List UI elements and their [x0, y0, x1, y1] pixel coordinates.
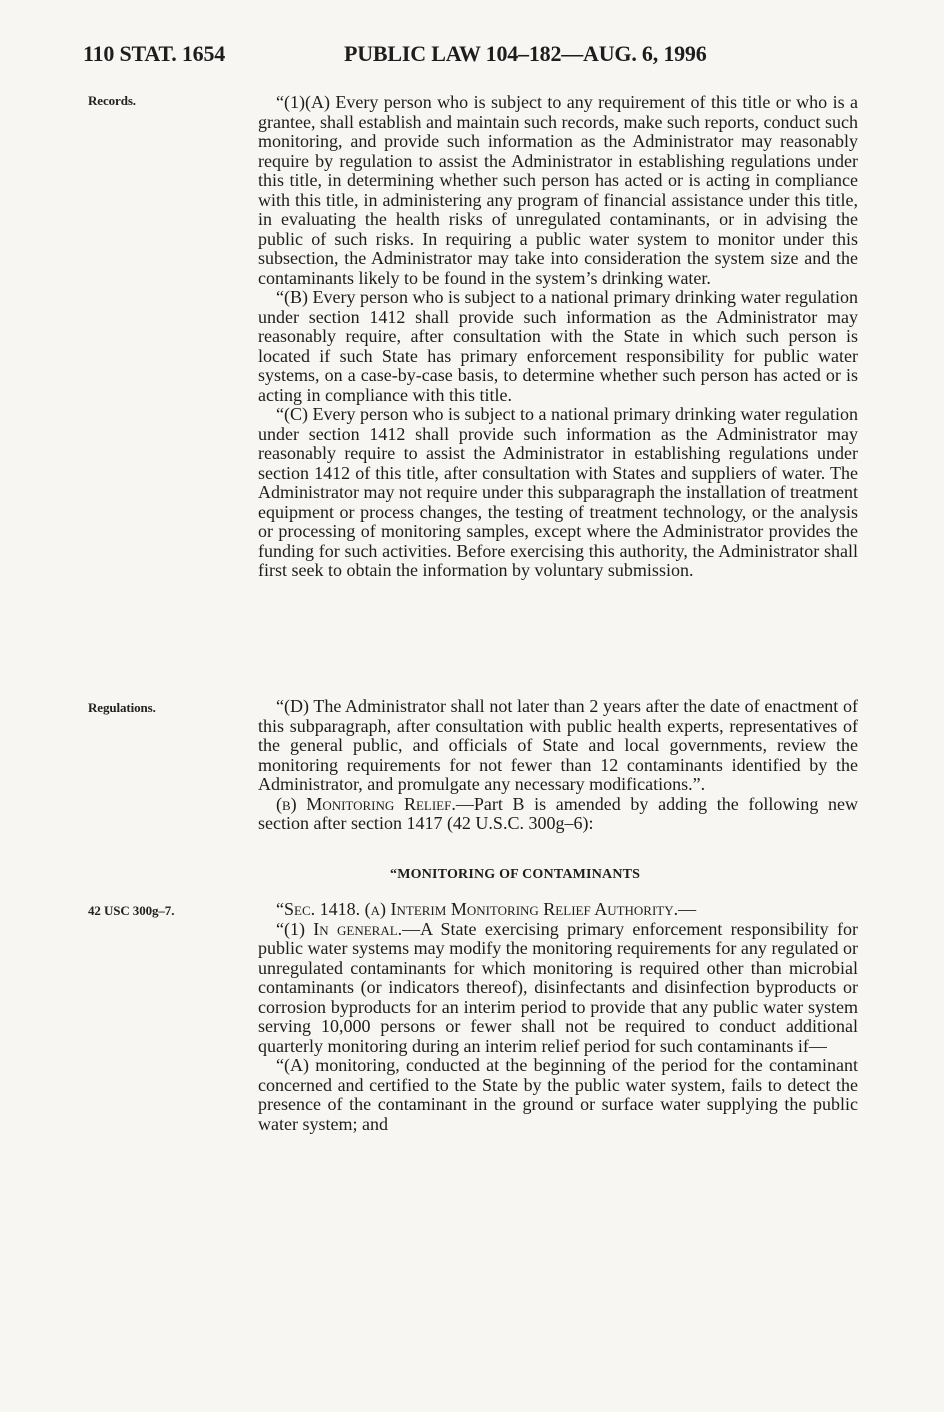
- text-block-records: [258, 93, 858, 581]
- page-header: [0, 41, 944, 71]
- paragraph-b-monitoring-relief: [258, 795, 858, 834]
- monitoring-relief-heading: (b) Monitoring Relief.: [276, 793, 456, 814]
- paragraph-1-a: “(1)(A) Every person who is subject to any requirement of this title or who is a grantee, shall establish and maintain such records, make such reports, conduct such monitoring, and provide such information as the Administrator may reasonably require by regulation to assist the Administrator in establishing regulations under this title, in determining whether such person has acted or is acting in compliance with this title, in administering any program of financial assistance under this title, in evaluating the health risks of unregulated contaminants, or in advising the public of such risks. In requiring a public water system to monitor under this subsection, the Administrator may take into consideration the system size and the contaminants likely to be found in the system’s drinking water.: [258, 92, 858, 288]
- section-heading: “MONITORING OF CONTAMINANTS: [390, 867, 641, 882]
- paragraph-1-c: “(C) Every person who is subject to a national primary drinking water regulation under section 1412 shall provide such information as the Administrator may reasonably require to assist the Administrator in establishing regulations under section 1412 of this title, after consultation with States and suppliers of water. The Administrator may not require under this subparagraph the installation of treatment equipment or process changes, the testing of treatment technology, or the analysis or processing of monitoring samples, except where the Administrator provides the funding for such activities. Before exercising this authority, the Administrator shall first seek to obtain the information by voluntary submission.: [258, 404, 858, 580]
- margin-note-regulations: Regulations.: [88, 700, 156, 715]
- section-1418-title: [258, 900, 858, 920]
- in-general-heading: “(1) In general.: [276, 918, 403, 939]
- subparagraph-a: “(A) monitoring, conducted at the beginning of the period for the contaminant concerned and certified to the State by the public water system, fails to detect the presence of the contaminant in the ground or surface water supplying the public water system; and: [258, 1055, 858, 1134]
- in-general-text: —A State exercising primary enforcement responsibility for public water systems may modify the monitoring requirements for any regulated or unregulated contaminants for which monitoring is required other than microbial contaminants (or indicators thereof), disinfectants and disinfection byproducts or corrosion byproducts for an interim period to provide that any public water system serving 10,000 persons or fewer shall not be required to conduct additional quarterly monitoring during an interim relief period for such contaminants if—: [258, 918, 858, 1056]
- text-block-regulations: [258, 697, 858, 834]
- section-number: “Sec. 1418.: [276, 899, 361, 919]
- margin-note-usc: 42 USC 300g–7.: [88, 903, 175, 918]
- heading-dash: —: [678, 899, 697, 919]
- paragraph-1-d: “(D) The Administrator shall not later than 2 years after the date of enactment of this subparagraph, after consultation with public health experts, representatives of the general public, and officials of State and local governments, review the monitoring requirements for not fewer than 12 contaminants identified by the Administrator, and promulgate any necessary modifications.”.: [258, 696, 858, 794]
- monitoring-relief-text: —Part B is amended by adding the following new section after section 1417 (42 U.S.C. 300g–6):: [258, 793, 858, 833]
- paragraph-1-b: “(B) Every person who is subject to a national primary drinking water regulation under section 1412 shall provide such information as the Administrator may reasonably require, after consultation with the State in which such person is located if such State has primary enforcement responsibility for public water systems, on a case-by-case basis, to determine whether such person has acted or is acting in compliance with this title.: [258, 287, 858, 405]
- interim-relief-heading: (a) Interim Monitoring Relief Authority.: [364, 899, 679, 919]
- paragraph-in-general: [258, 920, 858, 1057]
- public-law-title: PUBLIC LAW 104–182—AUG. 6, 1996: [344, 41, 707, 66]
- statute-page-number: 110 STAT. 1654: [83, 41, 226, 66]
- margin-note-records: Records.: [88, 93, 136, 108]
- text-block-section-1418: [258, 900, 858, 1134]
